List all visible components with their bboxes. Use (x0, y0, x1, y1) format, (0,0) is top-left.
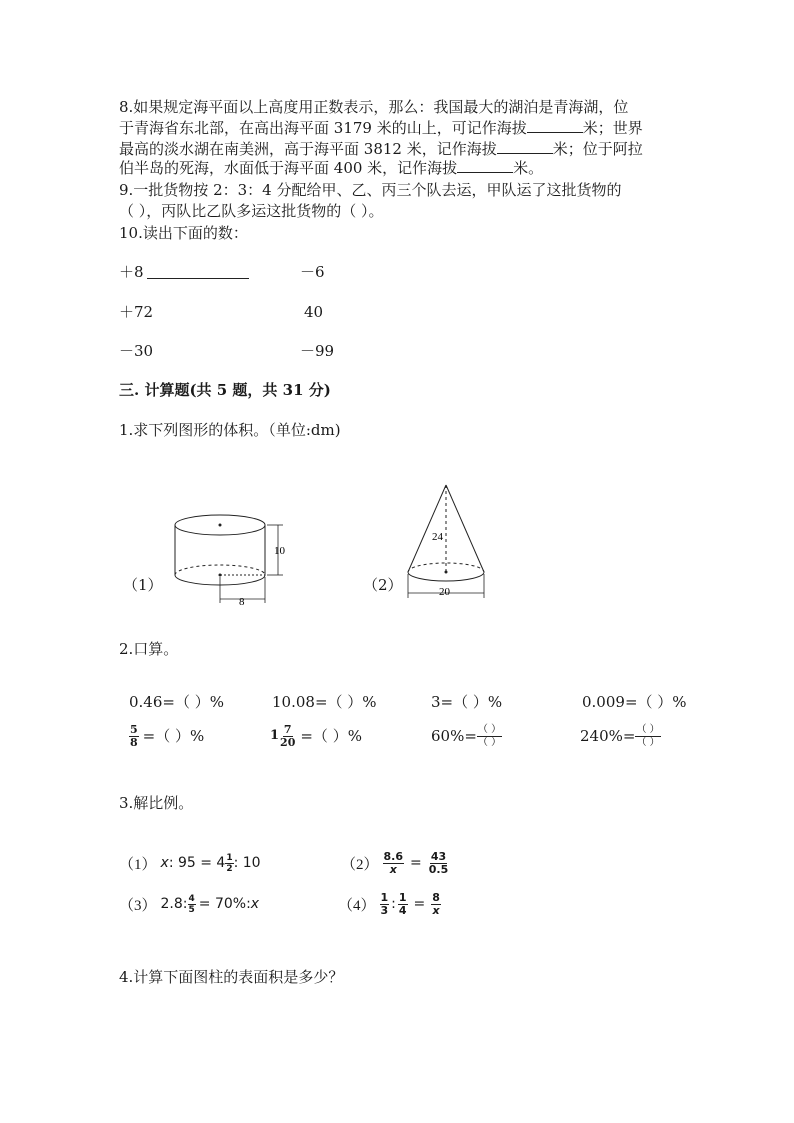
q10-num-5: －30 (119, 342, 154, 360)
cone-figure (402, 482, 490, 602)
top-center-dot (219, 524, 222, 527)
proportion-2: （2） $\frac{8.6}{x}$ = $\frac{43}{0.5}$ (341, 849, 449, 876)
q8-line2 (119, 118, 643, 138)
fig1-label: （1） (123, 576, 163, 594)
c2-r1-d: 0.009=（ ）% (582, 693, 687, 711)
fraction-blank-c[interactable]: $\frac{( )}{( )}$ (477, 723, 502, 748)
c2-r1-b: 10.08=（ ）% (272, 693, 377, 711)
c2-title: 2.口算。 (119, 640, 179, 658)
fraction-8.6-x: $\frac{8.6}{x}$ (383, 849, 404, 876)
cone-diameter-label: 20 (439, 586, 450, 598)
fraction-43-0.5: $\frac{43}{0.5}$ (428, 849, 449, 876)
fraction-5-8: $\frac{5}{8}$ (130, 722, 138, 749)
q10-num-3: ＋72 (119, 303, 154, 321)
q10-num-1: ＋8 (119, 263, 144, 281)
c4-title: 4.计算下面图柱的表面积是多少？ (119, 968, 344, 986)
q8-line1: 8.如果规定海平面以上高度用正数表示，那么：我国最大的湖泊是青海湖，位 (119, 98, 629, 116)
cone-left-edge (408, 485, 446, 572)
c2-r2-c: 60%= $\frac{( )}{( )}$ (431, 723, 502, 748)
c2-r1-a: 0.46=（ ）% (129, 693, 224, 711)
fraction-blank-d[interactable]: $\frac{( )}{( )}$ (636, 723, 660, 748)
cone-center-dot (445, 571, 448, 574)
c1-title: 1.求下列图形的体积。（单位:dm) (119, 421, 341, 439)
proportion-3: （3） 2.8: $\frac{4}{5}$ = 70%: x (119, 893, 260, 915)
cone-height-label: 24 (432, 531, 443, 543)
cone-right-edge (446, 485, 484, 572)
cylinder-figure (170, 505, 290, 609)
cylinder-radius-label: 8 (239, 596, 245, 608)
proportion-1: （1） x : 95 = 4 $\frac{1}{2}$ : 10 (119, 852, 261, 874)
q8-line3-tail: 米；位于阿拉 (552, 140, 643, 158)
c2-r2-d: 240%= $\frac{( )}{( )}$ (580, 723, 660, 748)
q10-title: 10.读出下面的数： (119, 224, 248, 242)
q8-line4 (119, 158, 543, 178)
q8-line4-text: 伯半岛的死海，水面低于海平面 400 米，记作海拔 (119, 159, 458, 177)
q10-num-2: －6 (300, 263, 325, 281)
fraction-7-20: $\frac{7}{20}$ (280, 722, 296, 749)
q8-line3-text: 最高的淡水湖在南美洲，高于海平面 3812 米，记作海拔 (119, 140, 497, 158)
q10-num-6: －99 (300, 342, 335, 360)
q8-line3 (119, 139, 643, 159)
q8-answer-blank-1[interactable] (527, 118, 583, 133)
fraction-1-3: $\frac{1}{3}$ (380, 890, 389, 917)
q8-answer-blank-2[interactable] (497, 139, 553, 154)
fraction-1-2: $\frac{1}{2}$ (226, 852, 233, 874)
q8-line2-text: 于青海省东北部，在高出海平面 3179 米的山上，可记作海拔 (119, 119, 527, 137)
cylinder-height-label: 10 (274, 545, 285, 557)
q10-answer-line[interactable] (147, 278, 249, 279)
q8-answer-blank-3[interactable] (457, 158, 513, 173)
section-3-title: 三. 计算题(共 5 题，共 31 分) (119, 381, 331, 399)
fraction-4-5: $\frac{4}{5}$ (188, 893, 195, 915)
q9-line2: （ ），丙队比乙队多运这批货物的（ ）。 (119, 202, 384, 220)
fig2-label: （2） (363, 576, 403, 594)
q8-line4-tail: 米。 (513, 159, 544, 177)
proportion-4: （4） $\frac{1}{3}$ : $\frac{1}{4}$ = $\frac{8}{x}$ (338, 890, 440, 917)
c2-r2-a: $\frac{5}{8}$ =（ ）% (130, 722, 205, 749)
c2-r2-b: 1 $\frac{7}{20}$ =（ ）% (270, 722, 362, 749)
c3-title: 3.解比例。 (119, 794, 194, 812)
q10-num-4: 40 (304, 303, 324, 321)
fraction-1-4: $\frac{1}{4}$ (398, 890, 407, 917)
q8-line2-tail: 米；世界 (582, 119, 643, 137)
q9-line1: 9.一批货物按 2：3：4 分配给甲、乙、丙三个队去运，甲队运了这批货物的 (119, 181, 622, 199)
c2-r1-c: 3=（ ）% (431, 693, 503, 711)
fraction-8-x: $\frac{8}{x}$ (432, 890, 440, 917)
